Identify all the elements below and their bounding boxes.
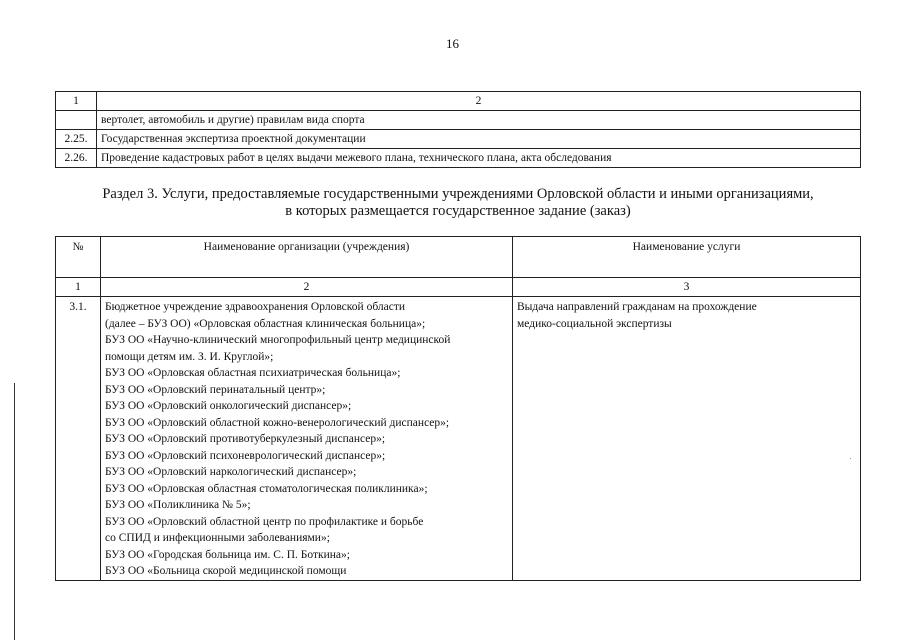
organization-line: БУЗ ОО «Орловский психоневрологический диспансер»; xyxy=(105,449,386,462)
row-number: 2.25. xyxy=(56,130,97,149)
section-title xyxy=(40,186,876,220)
table-row xyxy=(56,111,861,130)
organization-line: БУЗ ОО «Орловский онкологический диспансер»; xyxy=(105,400,352,412)
row-number xyxy=(56,111,97,130)
organization-list xyxy=(101,297,513,581)
organization-line: БУЗ ОО «Научно-клинический многопрофильный центр медицинской xyxy=(105,334,451,346)
row-number: 3.1. xyxy=(56,297,101,581)
organization-line: БУЗ ОО «Орловский наркологический диспансер»; xyxy=(105,466,357,478)
column-number-3: 3 xyxy=(513,278,861,297)
column-number-1: 1 xyxy=(56,92,97,111)
services-table-continued xyxy=(55,91,861,168)
section3-services-table xyxy=(55,236,861,581)
service-line: медико-социальной экспертизы xyxy=(517,317,672,330)
scan-margin-line xyxy=(14,383,15,640)
organization-line: (далее – БУЗ ОО) «Орловская областная клиническая больница»; xyxy=(105,317,426,330)
table-header-row xyxy=(56,237,861,278)
organization-line: помощи детям им. З. И. Круглой»; xyxy=(105,350,274,363)
page-number: 16 xyxy=(446,36,459,51)
section-title-line: Раздел 3. Услуги, предоставляемые государственными учреждениями Орловской области и иными организациями, xyxy=(102,186,814,202)
column-numbers-row xyxy=(56,278,861,297)
table-row xyxy=(56,297,861,581)
organization-line: БУЗ ОО «Городская больница им. С. П. Боткина»; xyxy=(105,548,350,561)
organization-line: БУЗ ОО «Орловская областная психиатрическая больница»; xyxy=(105,367,401,379)
organization-line: БУЗ ОО «Поликлиника № 5»; xyxy=(105,499,251,511)
organization-line: Бюджетное учреждение здравоохранения Орловской области xyxy=(105,301,406,313)
column-number-1: 1 xyxy=(56,278,101,297)
organization-line: БУЗ ОО «Орловская областная стоматологическая поликлиника»; xyxy=(105,482,428,495)
table-row xyxy=(56,149,861,168)
section-title-line: в которых размещается государственное задание (заказ) xyxy=(285,203,631,219)
header-organization: Наименование организации (учреждения) xyxy=(101,237,513,278)
scan-speck xyxy=(850,458,851,459)
row-number: 2.26. xyxy=(56,149,97,168)
row-text: вертолет, автомобиль и другие) правилам вида спорта xyxy=(97,111,861,130)
column-number-2: 2 xyxy=(97,92,861,111)
column-number-2: 2 xyxy=(101,278,513,297)
row-text: Государственная экспертиза проектной документации xyxy=(97,130,861,149)
organization-line: БУЗ ОО «Орловский перинатальный центр»; xyxy=(105,383,326,396)
table-header-row xyxy=(56,92,861,111)
row-text: Проведение кадастровых работ в целях выдачи межевого плана, технического плана, акта обследования xyxy=(97,149,861,168)
table-row xyxy=(56,130,861,149)
service-line: Выдача направлений гражданам на прохождение xyxy=(517,301,757,313)
organization-line: БУЗ ОО «Орловский противотуберкулезный диспансер»; xyxy=(105,433,386,445)
organization-line: БУЗ ОО «Орловский областной кожно-венерологический диспансер»; xyxy=(105,416,450,429)
organization-line: БУЗ ОО «Орловский областной центр по профилактике и борьбе xyxy=(105,515,424,528)
organization-line: БУЗ ОО «Больница скорой медицинской помощи xyxy=(105,565,347,577)
header-service: Наименование услуги xyxy=(513,237,861,278)
organization-line: со СПИД и инфекционными заболеваниями»; xyxy=(105,532,330,544)
header-number: № xyxy=(56,237,101,278)
service-description xyxy=(513,297,861,581)
